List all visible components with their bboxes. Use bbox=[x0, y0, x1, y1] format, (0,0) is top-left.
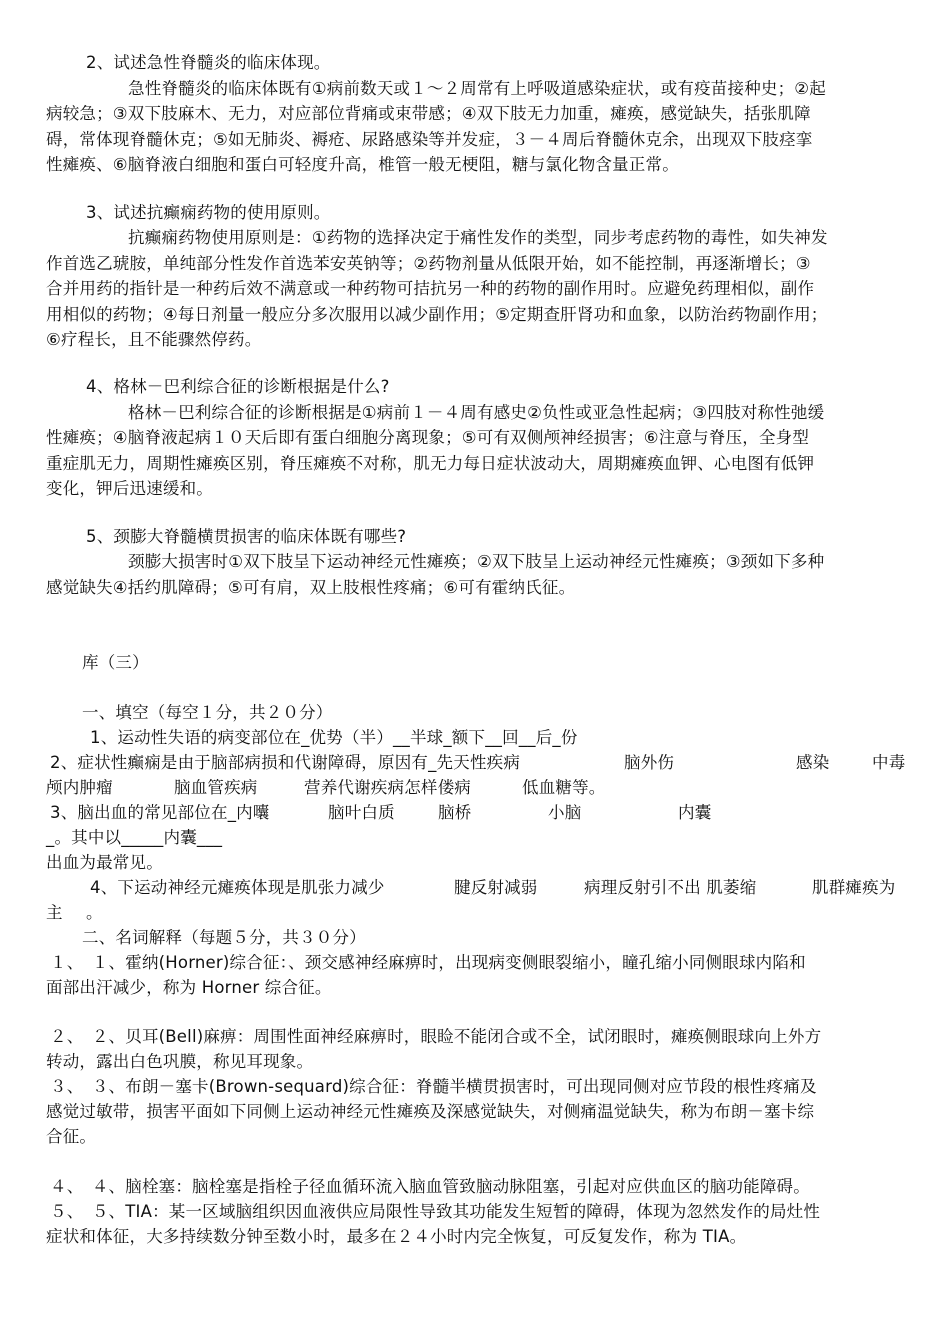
fill-item-4-text: 4、下运动神经元瘫痪体现是肌张力减少 bbox=[90, 878, 385, 897]
term-1-line: 面部出汗减少，称为 Horner 综合征。 bbox=[46, 978, 332, 997]
fill-item-3-end: 出血为最常见。 bbox=[46, 853, 163, 872]
fill-item-2-blank: 脑血管疾病 bbox=[174, 778, 258, 797]
term-section-header: 二、名词解释（每题５分，共３０分） bbox=[82, 928, 366, 947]
answer-4-line: 格林－巴利综合征的诊断根据是①病前１－４周有感史②负性或亚急性起病；③四肢对称性弛缓 bbox=[128, 403, 825, 422]
answer-5-line: 颈膨大损害时①双下肢呈下运动神经元性瘫痪；②双下肢呈上运动神经元性瘫痪；③颈如下多种 bbox=[128, 552, 825, 571]
answer-4-line: 变化，钾后迅速缓和。 bbox=[46, 479, 213, 498]
fill-item-2-blank: 颅内肿瘤 bbox=[46, 778, 113, 797]
fill-item-4-blank: 主 bbox=[46, 903, 63, 922]
answer-4-line: 重症肌无力，周期性瘫痪区别，脊压瘫痪不对称，肌无力每日症状波动大，周期瘫痪血钾、心电图有低钾 bbox=[46, 454, 815, 473]
fill-item-2-line bbox=[46, 775, 912, 800]
fill-item-4-end bbox=[46, 900, 912, 925]
fill-item-4-period: 。 bbox=[86, 903, 103, 922]
answer-2-line: 急性脊髓炎的临床体既有①病前数天或１～２周常有上呼吸道感染症状，或有疫苗接种史；②起 bbox=[128, 79, 826, 98]
term-3-line: ３、 ３、布朗－塞卡(Brown-sequard)综合征：脊髓半横贯损害时，可出现同侧对应节段的根性疼痛及 bbox=[50, 1077, 817, 1096]
answer-3-line: 抗癫痫药物使用原则是：①药物的选择决定于痛性发作的类型，同步考虑药物的毒性，如失神发 bbox=[128, 228, 828, 247]
term-4-line: ４、 ４、脑栓塞：脑栓塞是指栓子径血循环流入脑血管致脑动脉阻塞，引起对应供血区的脑功能障碍。 bbox=[50, 1177, 810, 1196]
answer-3-line: 作首选乙琥胺，单纯部分性发作首选苯安英钠等；②药物剂量从低限开始，如不能控制，再逐渐增长；③ bbox=[46, 254, 811, 273]
term-3-line: 感觉过敏带，损害平面如下同侧上运动神经元性瘫痪及深感觉缺失，对侧痛温觉缺失，称为布朗－塞卡综 bbox=[46, 1102, 815, 1121]
fill-item-3-blank: 脑桥 bbox=[438, 803, 472, 822]
answer-2-line: 碍，常体现脊髓休克；⑤如无肺炎、褥疮、尿路感染等并发症，３－４周后脊髓休克余，出现双下肢痉挛 bbox=[46, 130, 813, 149]
question-5-title: 5、颈膨大脊髓横贯损害的临床体既有哪些? bbox=[86, 527, 407, 546]
fill-item-3-blank: 内囊 bbox=[678, 803, 712, 822]
fill-item-3-blank: 小脑 bbox=[548, 803, 582, 822]
fill-item-4-line bbox=[46, 875, 912, 900]
question-2-title: 2、试述急性脊髓炎的临床体现。 bbox=[86, 53, 331, 72]
fill-item-2-text: 2、症状性癫痫是由于脑部病损和代谢障碍，原因有_先天性疾病 bbox=[50, 753, 521, 772]
term-3-line: 合征。 bbox=[46, 1127, 97, 1146]
term-5-line: ５、 ５、TIA：某一区域脑组织因血液供应局限性导致其功能发生短暂的障碍，体现为忽然发作的局灶性 bbox=[50, 1202, 821, 1221]
fill-item-2-blank: 营养代谢疾病怎样偻病 bbox=[304, 778, 471, 797]
fill-item-3-blank: 脑叶白质 bbox=[328, 803, 395, 822]
fill-item-3-text: 3、脑出血的常见部位在_内囔 bbox=[50, 803, 270, 822]
term-5-line: 症状和体征，大多持续数分钟至数小时，最多在２４小时内完全恢复，可反复发作，称为 TIA。 bbox=[46, 1227, 747, 1246]
bank-title: 库（三） bbox=[82, 653, 149, 672]
answer-4-line: 性瘫痪；④脑脊液起病１０天后即有蛋白细胞分离现象；⑤可有双侧颅神经损害；⑥注意与脊压，全身型 bbox=[46, 428, 810, 447]
answer-3-line: 合并用药的指针是一种药后效不满意或一种药物可拮抗另一种的药物的副作用时。应避免药理相似，副作 bbox=[46, 279, 815, 298]
fill-item-4-blank: 病理反射引不出 肌萎缩 bbox=[584, 878, 757, 897]
question-3-title: 3、试述抗癫痫药物的使用原则。 bbox=[86, 203, 331, 222]
fill-item-3-cont: _。其中以_____内囊___ bbox=[46, 828, 223, 847]
answer-3-line: 用相似的药物；④每日剂量一般应分多次服用以减少副作用；⑤定期查肝肾功和血象，以防治药物副作用； bbox=[46, 305, 828, 324]
fill-item-2-line bbox=[50, 750, 912, 775]
fill-section-header: 一、填空（每空１分，共２０分） bbox=[82, 703, 333, 722]
fill-item-4-blank: 腱反射减弱 bbox=[454, 878, 538, 897]
answer-2-line: 性瘫痪、⑥脑脊液白细胞和蛋白可轻度升高，椎管一般无梗阻，糖与氯化物含量正常。 bbox=[46, 155, 679, 174]
answer-3-line: ⑥疗程长，且不能骤然停药。 bbox=[46, 330, 262, 349]
answer-2-line: 病较急；③双下肢麻木、无力，对应部位背痛或束带感；④双下肢无力加重，瘫痪，感觉缺失，括张肌障 bbox=[46, 104, 811, 123]
fill-item-2-blank: 中毒 bbox=[872, 753, 906, 772]
fill-item-2-blank: 低血糖等。 bbox=[522, 778, 606, 797]
fill-item-4-blank: 肌群瘫痪为 bbox=[812, 878, 896, 897]
term-1-line: １、 １、霍纳(Horner)综合征：、颈交感神经麻痹时，出现病变侧眼裂缩小，瞳孔缩小同侧眼球内陷和 bbox=[50, 953, 806, 972]
fill-item-1: 1、运动性失语的病变部位在_优势（半）__半球_额下__回__后_份 bbox=[90, 728, 578, 747]
fill-item-2-blank: 感染 bbox=[796, 753, 830, 772]
fill-item-2-blank: 脑外伤 bbox=[624, 753, 675, 772]
fill-item-3-line bbox=[50, 800, 912, 825]
term-2-line: 转动，露出白色巩膜，称见耳现象。 bbox=[46, 1052, 314, 1071]
question-4-title: 4、格林－巴利综合征的诊断根据是什么? bbox=[86, 377, 390, 396]
answer-5-line: 感觉缺失④括约肌障碍；⑤可有肩，双上肢根性疼痛；⑥可有霍纳氏征。 bbox=[46, 578, 576, 597]
term-2-line: ２、 ２、贝耳(Bell)麻痹：周围性面神经麻痹时，眼睑不能闭合或不全，试闭眼时，瘫痪侧眼球向上外方 bbox=[50, 1027, 822, 1046]
